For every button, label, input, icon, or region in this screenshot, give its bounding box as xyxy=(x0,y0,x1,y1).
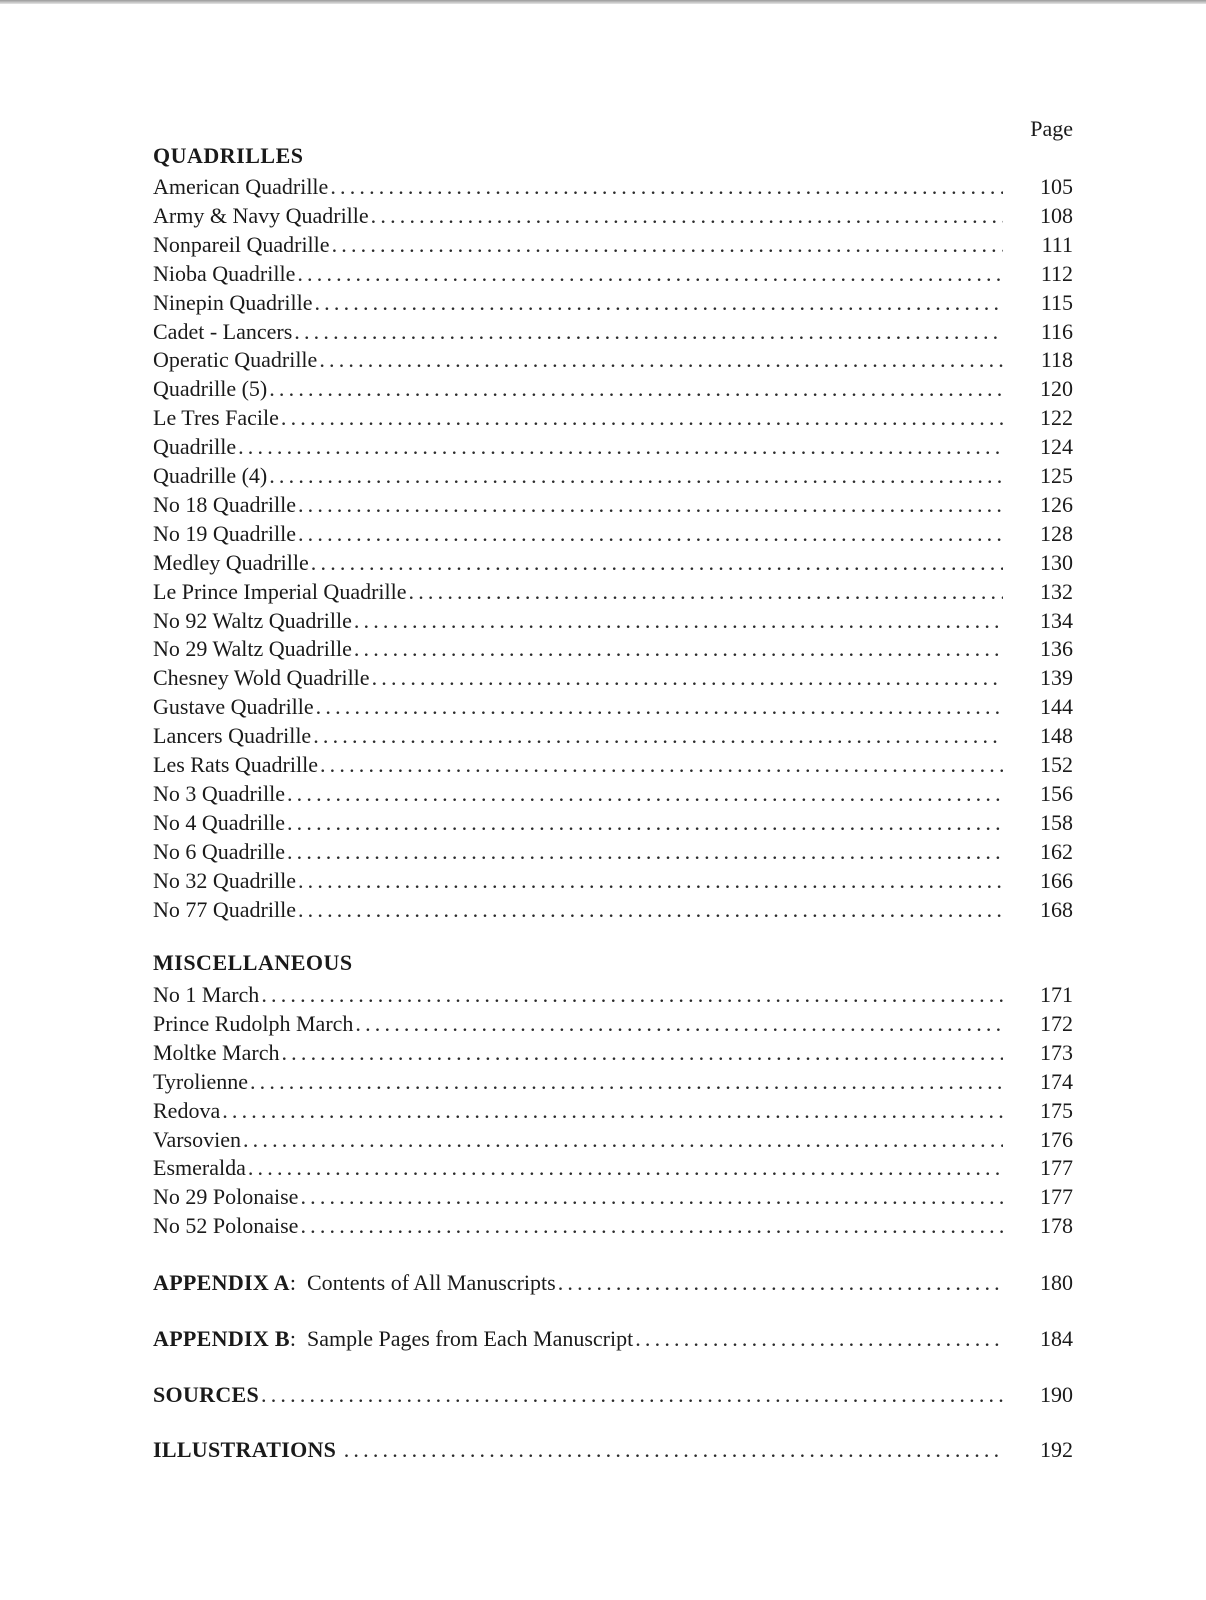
dot-leader xyxy=(635,1324,1003,1353)
toc-entry[interactable] xyxy=(153,317,1073,346)
dot-leader xyxy=(300,1182,1003,1211)
toc-entry-page: 115 xyxy=(1040,289,1073,315)
toc-entry-title xyxy=(153,1435,342,1464)
toc-entry-page: 112 xyxy=(1040,260,1073,286)
toc-entry-title: Gustave Quadrille xyxy=(153,694,314,720)
toc-entry-title: Prince Rudolph March xyxy=(153,1010,354,1036)
toc-entry-page: 177 xyxy=(1040,1155,1073,1181)
toc-entry-page: 124 xyxy=(1040,434,1073,460)
toc-entry-page: 125 xyxy=(1040,463,1073,488)
toc-entry-appendix-b[interactable] xyxy=(153,1324,1073,1353)
toc-entry[interactable] xyxy=(153,1125,1073,1154)
section-heading-quadrilles: QUADRILLES xyxy=(153,143,304,168)
dot-leader xyxy=(354,606,1003,635)
toc-entry-title: No 1 March xyxy=(153,982,260,1007)
toc-entry[interactable] xyxy=(153,721,1073,750)
toc-entry[interactable] xyxy=(153,1038,1073,1067)
toc-entry[interactable] xyxy=(153,374,1073,403)
toc-entry[interactable] xyxy=(153,606,1073,635)
toc-entry-page: 180 xyxy=(1040,1270,1073,1295)
toc-entry-page: 172 xyxy=(1040,1010,1073,1036)
toc-entry-title: Le Prince Imperial Quadrille xyxy=(153,578,407,604)
toc-entry-page: 158 xyxy=(1040,809,1073,835)
toc-entry[interactable] xyxy=(153,403,1073,432)
dot-leader xyxy=(287,808,1003,837)
toc-entry[interactable] xyxy=(153,750,1073,779)
dot-leader xyxy=(298,866,1003,895)
dot-leader xyxy=(371,201,1003,230)
dot-leader xyxy=(294,317,1003,346)
toc-entry-page: 190 xyxy=(1040,1382,1073,1407)
toc-entry-page: 175 xyxy=(1040,1097,1073,1123)
toc-entry-page: 174 xyxy=(1040,1068,1073,1094)
scan-top-edge xyxy=(0,0,1206,4)
toc-entry-page: 139 xyxy=(1040,665,1073,691)
toc-entry[interactable] xyxy=(153,1096,1073,1125)
toc-entry[interactable] xyxy=(153,201,1073,230)
toc-entry-title: Le Tres Facile xyxy=(153,405,279,431)
toc-entry-page: 152 xyxy=(1040,752,1073,777)
toc-entry-page: 116 xyxy=(1040,318,1073,344)
toc-entry-title: APPENDIX B: Sample Pages from Each Manuscript xyxy=(153,1326,634,1351)
dot-leader xyxy=(319,345,1003,374)
toc-entry-title: No 32 Quadrille xyxy=(153,867,296,893)
toc-entry-page: 162 xyxy=(1040,838,1073,864)
toc-entry[interactable] xyxy=(153,808,1073,837)
toc-entry[interactable] xyxy=(153,259,1073,288)
dot-leader xyxy=(269,461,1003,490)
toc-entry-title: Army & Navy Quadrille xyxy=(153,202,369,228)
toc-entry-title: No 92 Waltz Quadrille xyxy=(153,607,352,633)
dot-leader xyxy=(222,1096,1003,1125)
toc-entry-title: No 29 Polonaise xyxy=(153,1184,299,1210)
toc-entry-page: 148 xyxy=(1040,723,1073,749)
toc-entry-page: 176 xyxy=(1040,1126,1073,1152)
toc-entry-title: Tyrolienne xyxy=(153,1068,248,1094)
toc-entry-page: 111 xyxy=(1041,231,1073,257)
dot-leader xyxy=(330,172,1003,201)
toc-entry-title: No 6 Quadrille xyxy=(153,838,285,864)
toc-entry[interactable] xyxy=(153,1182,1073,1211)
toc-entry-sources[interactable] xyxy=(153,1380,1073,1409)
toc-entry-page: 144 xyxy=(1040,694,1073,720)
dot-leader xyxy=(316,692,1003,721)
appendix-label: APPENDIX B xyxy=(153,1326,290,1351)
dot-leader xyxy=(297,259,1003,288)
page-column-header: Page xyxy=(1030,116,1073,141)
dot-leader xyxy=(298,490,1003,519)
dot-leader xyxy=(269,374,1003,403)
toc-entry-title: No 77 Quadrille xyxy=(153,896,296,922)
toc-entry-title: No 52 Polonaise xyxy=(153,1213,299,1239)
toc-entry-title: Redova xyxy=(153,1097,221,1123)
toc-entry-page: 128 xyxy=(1040,520,1073,546)
toc-entry-title: No 4 Quadrille xyxy=(153,809,285,835)
section-heading-miscellaneous: MISCELLANEOUS xyxy=(153,950,353,975)
toc-entry[interactable] xyxy=(153,490,1073,519)
toc-entry-page: 184 xyxy=(1040,1326,1073,1351)
toc-entry-title: No 19 Quadrille xyxy=(153,520,296,546)
toc-entry-page: 177 xyxy=(1040,1184,1073,1210)
dot-leader xyxy=(298,895,1003,924)
toc-entry[interactable] xyxy=(153,634,1073,663)
toc-entry-page: 156 xyxy=(1040,780,1073,806)
dot-leader xyxy=(558,1268,1003,1297)
dot-leader xyxy=(320,750,1003,779)
toc-entry[interactable] xyxy=(153,980,1073,1009)
dot-leader xyxy=(372,663,1003,692)
toc-entry-page: 105 xyxy=(1040,174,1073,199)
toc-entry-title: Chesney Wold Quadrille xyxy=(153,665,370,691)
dot-leader xyxy=(314,288,1003,317)
dot-leader xyxy=(281,1038,1003,1067)
dot-leader xyxy=(409,577,1003,606)
dot-leader xyxy=(355,1009,1003,1038)
toc-entry-page: 166 xyxy=(1040,867,1073,893)
toc-entry-title: Moltke March xyxy=(153,1039,280,1065)
toc-entry-title: APPENDIX A: Contents of All Manuscripts xyxy=(153,1270,556,1295)
toc-entry-page: 171 xyxy=(1040,982,1073,1007)
dot-leader xyxy=(243,1125,1003,1154)
toc-entry-title: Cadet - Lancers xyxy=(153,318,293,344)
dot-leader xyxy=(311,548,1003,577)
dot-leader xyxy=(287,837,1003,866)
toc-entry[interactable] xyxy=(153,288,1073,317)
dot-leader xyxy=(298,519,1003,548)
toc-entry-page: 173 xyxy=(1040,1039,1073,1065)
dot-leader xyxy=(281,403,1003,432)
dot-leader xyxy=(344,1435,1003,1464)
dot-leader xyxy=(238,432,1003,461)
toc-entry-title: Nonpareil Quadrille xyxy=(153,231,330,257)
toc-entry[interactable] xyxy=(153,1067,1073,1096)
toc-entry-page: 168 xyxy=(1040,896,1073,922)
toc-entry-illustrations[interactable] xyxy=(153,1435,1073,1464)
toc-entry-title: No 3 Quadrille xyxy=(153,780,285,806)
toc-entry-title: Medley Quadrille xyxy=(153,549,309,575)
toc-entry-title xyxy=(153,1380,259,1409)
toc-entry-page: 134 xyxy=(1040,607,1073,633)
appendix-title: Contents of All Manuscripts xyxy=(306,1270,556,1295)
toc-entry-title: No 29 Waltz Quadrille xyxy=(153,636,352,662)
toc-entry[interactable] xyxy=(153,837,1073,866)
toc-entry-title: Varsovien xyxy=(153,1126,241,1152)
toc-entry-title: Quadrille xyxy=(153,434,237,460)
toc-entry[interactable] xyxy=(153,519,1073,548)
toc-entry-title: American Quadrille xyxy=(153,174,329,199)
toc-entry-title: Esmeralda xyxy=(153,1155,246,1181)
toc-entry[interactable] xyxy=(153,345,1073,374)
toc-entry[interactable] xyxy=(153,1211,1073,1240)
dot-leader xyxy=(332,230,1003,259)
toc-entry[interactable] xyxy=(153,461,1073,490)
toc-entry[interactable] xyxy=(153,230,1073,259)
appendix-title: Sample Pages from Each Manuscript xyxy=(306,1326,634,1351)
dot-leader xyxy=(248,1153,1003,1182)
illustrations-label: ILLUSTRATIONS xyxy=(153,1437,337,1462)
toc-entry-title: Les Rats Quadrille xyxy=(153,752,318,777)
dot-leader xyxy=(261,980,1003,1009)
toc-entry-page: 120 xyxy=(1040,376,1073,402)
toc-entry-title: Quadrille (5) xyxy=(153,376,268,402)
appendix-label: APPENDIX A xyxy=(153,1270,290,1295)
toc-entry[interactable] xyxy=(153,692,1073,721)
toc-entry-page: 126 xyxy=(1040,491,1073,517)
toc-entry-page: 130 xyxy=(1040,549,1073,575)
toc-entry[interactable] xyxy=(153,866,1073,895)
toc-entry[interactable] xyxy=(153,1153,1073,1182)
toc-entry-title: Nioba Quadrille xyxy=(153,260,296,286)
sources-label: SOURCES xyxy=(153,1382,260,1407)
toc-entry-title: Lancers Quadrille xyxy=(153,723,312,749)
dot-leader xyxy=(354,634,1003,663)
dot-leader xyxy=(287,779,1003,808)
toc-entry[interactable] xyxy=(153,895,1073,924)
toc-entry[interactable] xyxy=(153,779,1073,808)
toc-entry-title: No 18 Quadrille xyxy=(153,491,296,517)
dot-leader xyxy=(261,1380,1003,1409)
toc-entry-page: 118 xyxy=(1040,347,1073,373)
toc-entry-title: Operatic Quadrille xyxy=(153,347,318,373)
toc-entry-page: 136 xyxy=(1040,636,1073,662)
toc-entry[interactable] xyxy=(153,172,1073,201)
toc-entry-title: Quadrille (4) xyxy=(153,463,268,488)
toc-entry[interactable] xyxy=(153,432,1073,461)
toc-entry-appendix-a[interactable] xyxy=(153,1268,1073,1297)
toc-entry-page: 192 xyxy=(1040,1437,1073,1462)
dot-leader xyxy=(250,1067,1003,1096)
toc-entry-page: 108 xyxy=(1040,202,1073,228)
toc-entry-page: 132 xyxy=(1040,578,1073,604)
toc-entry[interactable] xyxy=(153,548,1073,577)
toc-entry[interactable] xyxy=(153,577,1073,606)
toc-entry[interactable] xyxy=(153,663,1073,692)
dot-leader xyxy=(313,721,1003,750)
toc-entry-page: 122 xyxy=(1040,405,1073,431)
toc-entry-title: Ninepin Quadrille xyxy=(153,289,313,315)
dot-leader xyxy=(300,1211,1003,1240)
toc-entry-page: 178 xyxy=(1040,1213,1073,1239)
toc-entry[interactable] xyxy=(153,1009,1073,1038)
